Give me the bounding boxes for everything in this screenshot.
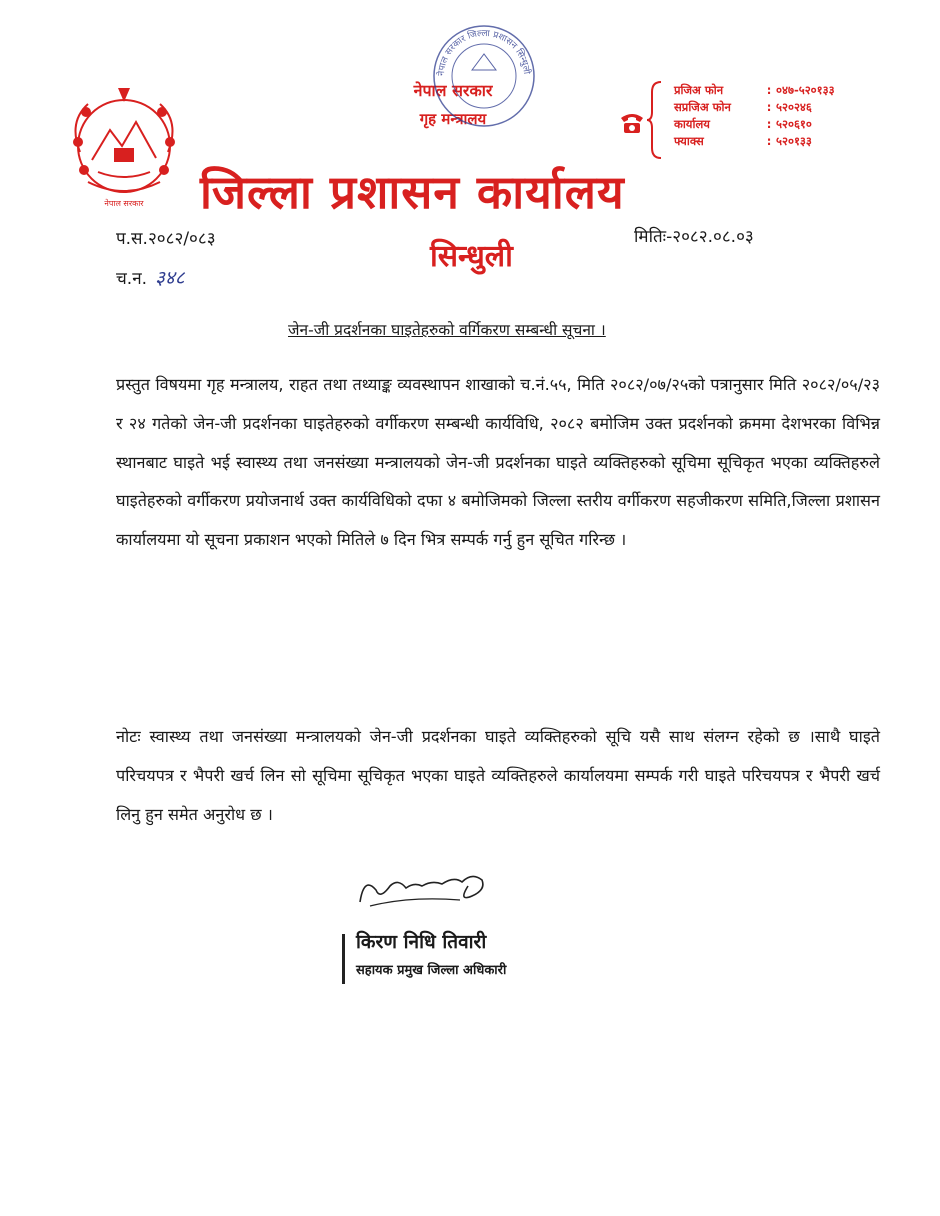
svg-text:नेपाल सरकार जिल्ला प्रशासन सिन <box>435 28 533 77</box>
ps-number: प.स.२०८२/०८३ <box>116 229 216 249</box>
ministry-name: गृह मन्त्रालय <box>419 110 487 128</box>
cn-label: च.न. <box>116 269 148 289</box>
contact-value: ५२०६१० <box>776 117 812 131</box>
cn-number: ३४८ <box>155 267 185 289</box>
phone-icon <box>618 108 646 136</box>
contact-value: ५२०१३३ <box>776 134 812 148</box>
contact-sep: : <box>766 117 772 131</box>
contact-sep: : <box>766 100 772 114</box>
contact-row <box>674 133 904 150</box>
signature-icon <box>350 856 510 916</box>
body-paragraph-1: प्रस्तुत विषयमा गृह मन्त्रालय, राहत तथा तथ्याङ्क व्यवस्थापन शाखाको च.नं.५५, मिति २०८२/०७/२५को पत्रानुसार मिति २०८२/०५/२३ र २४ गतेको जेन-जी प्रदर्शनका घाइतेहरुको वर्गीकरण सम्बन्धी कार्यविधि, २०८२ बमोजिम उक्त प्रदर्शनको क्रममा देशभरका विभिन्न स्थानबाट घाइते भई स्वास्थ्य तथा जनसंख्या मन्त्रालयको जेन-जी प्रदर्शनका घाइते व्यक्तिहरुको सूचिमा सूचिकृत भएका व्यक्तिहरुले घाइतेहरुको वर्गीकरण प्रयोजनार्थ उक्त कार्यविधिको दफा ४ बमोजिमको जिल्ला स्तरीय वर्गीकरण सहजीकरण समिति,जिल्ला प्रशासन कार्यालयमा यो सूचना प्रकाशन भएको मितिले ७ दिन भित्र सम्पर्क गर्नु हुन सूचित गरिन्छ । <box>116 375 880 550</box>
contact-row <box>674 116 904 133</box>
signer-title: सहायक प्रमुख जिल्ला अधिकारी <box>356 963 507 978</box>
signer-name: किरण निधि तिवारी <box>356 931 487 953</box>
contact-label: फ्याक्स <box>674 134 704 148</box>
contact-row <box>674 99 904 116</box>
contact-list <box>674 82 904 150</box>
nepal-emblem-icon <box>58 82 190 212</box>
contact-label: सप्रजिअ फोन <box>674 100 731 114</box>
district-name: सिन्धुली <box>430 239 513 274</box>
body-paragraph-2: नोटः स्वास्थ्य तथा जनसंख्या मन्त्रालयको जेन-जी प्रदर्शनका घाइते व्यक्तिहरुको सूचि यसै साथ संलग्न रहेको छ ।साथै घाइते परिचयपत्र र भैपरी खर्च लिन सो सूचिमा सूचिकृत भएका घाइते व्यक्तिहरुले कार्यालयमा सम्पर्क गरी घाइते परिचयपत्र र भैपरी खर्च लिनु हुन समेत अनुरोध छ । <box>116 727 880 824</box>
stamp-text: नेपाल सरकार जिल्ला प्रशासन सिन्धुली <box>436 28 532 77</box>
contact-row <box>674 82 904 99</box>
letter-date: मितिः-२०८२.०८.०३ <box>634 227 754 247</box>
brace-icon <box>646 80 664 160</box>
signature-bar <box>342 934 345 984</box>
contact-sep: : <box>766 83 772 97</box>
office-title: जिल्ला प्रशासन कार्यालय <box>200 165 625 219</box>
govt-name: नेपाल सरकार <box>413 81 493 100</box>
cn-line <box>116 264 185 290</box>
contact-value: ५२०२४६ <box>776 100 812 114</box>
contact-label: कार्यालय <box>674 117 710 131</box>
subject-line: जेन-जी प्रदर्शनका घाइतेहरुको वर्गिकरण सम्बन्धी सूचना । <box>288 321 606 339</box>
contact-label: प्रजिअ फोन <box>674 83 724 97</box>
contact-sep: : <box>766 134 772 148</box>
office-stamp-icon <box>428 20 540 132</box>
contact-value: ०४७-५२०१३३ <box>776 83 835 97</box>
emblem-caption: नेपाल सरकार <box>104 199 144 208</box>
